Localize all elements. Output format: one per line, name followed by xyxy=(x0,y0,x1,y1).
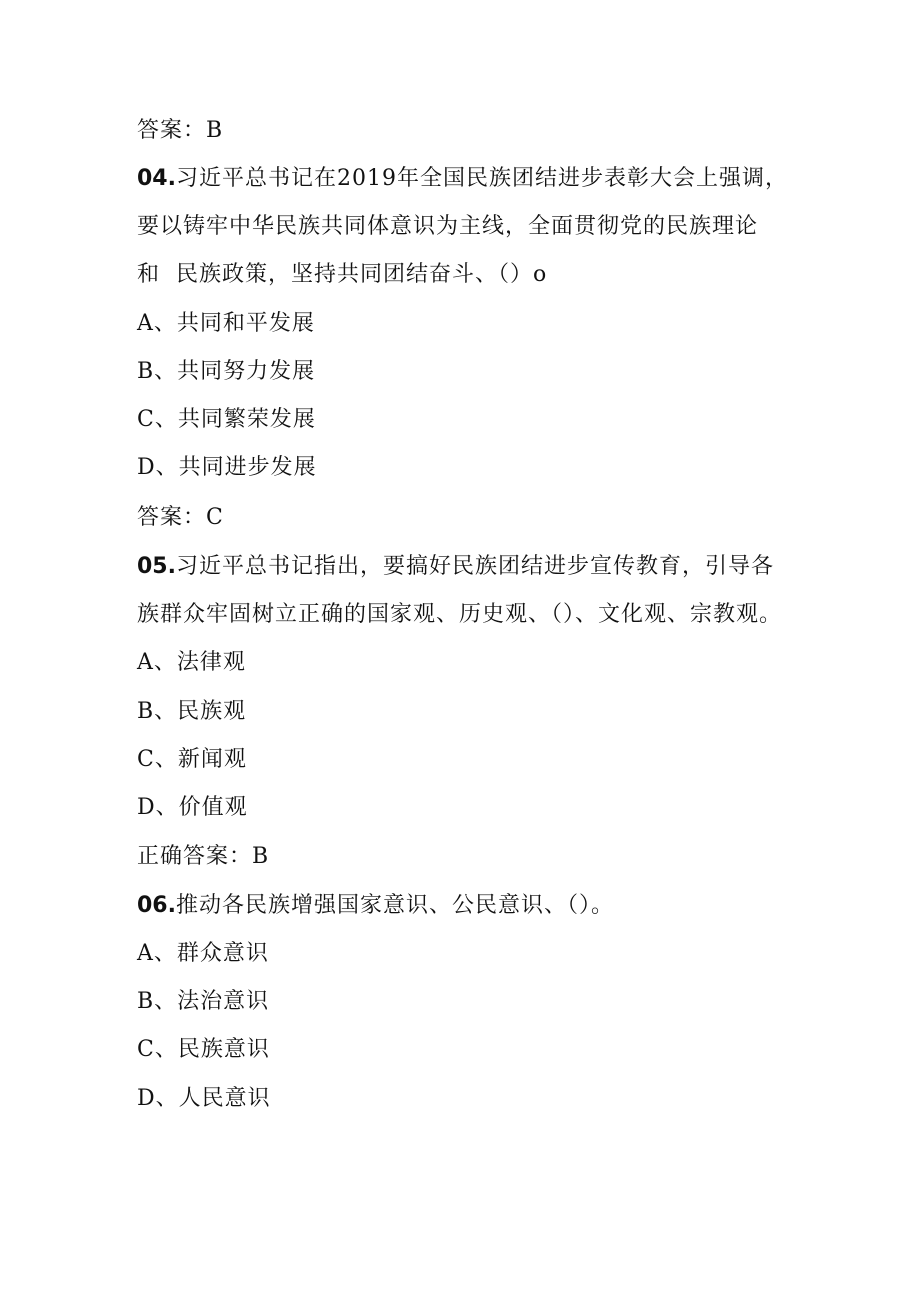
question-05-answer: 正确答案：B xyxy=(137,844,270,869)
question-stem-text: 习近平总书记在2019年全国民族团结进步表彰大会上强调， xyxy=(175,166,788,191)
question-05-option-a: A、法律观 xyxy=(137,650,246,675)
question-number: 05. xyxy=(137,554,176,579)
question-05-line-1 xyxy=(137,552,774,582)
question-number: 06. xyxy=(137,893,176,918)
question-05-option-c: C、新闻观 xyxy=(137,747,247,772)
question-04-line-1 xyxy=(137,164,788,194)
question-04-option-d: D、共同进步发展 xyxy=(137,455,317,480)
question-04-option-c: C、共同繁荣发展 xyxy=(137,407,316,432)
question-06-option-c: C、民族意识 xyxy=(137,1037,270,1062)
question-05-line-2: 族群众牢固树立正确的国家观、历史观、（）、文化观、宗教观。 xyxy=(137,602,783,627)
question-04-line-3: 和 民族政策，坚持共同团结奋斗、（）o xyxy=(137,262,548,287)
question-04-option-b: B、共同努力发展 xyxy=(137,359,316,384)
question-06-option-b: B、法治意识 xyxy=(137,989,270,1014)
question-04-answer: 答案：C xyxy=(137,505,224,530)
question-04-line-2: 要以铸牢中华民族共同体意识为主线，全面贯彻党的民族理论 xyxy=(137,214,759,239)
question-stem-text: 习近平总书记指出，要搞好民族团结进步宣传教育，引导各 xyxy=(175,554,774,579)
previous-answer: 答案：B xyxy=(137,118,224,143)
question-stem-text: 推动各民族增强国家意识、公民意识、（）。 xyxy=(175,893,614,918)
question-06-option-a: A、群众意识 xyxy=(137,941,269,966)
question-number: 04. xyxy=(137,166,176,191)
question-05-option-b: B、民族观 xyxy=(137,699,247,724)
question-05-option-d: D、价值观 xyxy=(137,795,248,820)
question-04-option-a: A、共同和平发展 xyxy=(137,311,315,336)
question-06-line-1 xyxy=(137,891,614,921)
question-06-option-d: D、人民意识 xyxy=(137,1086,271,1111)
